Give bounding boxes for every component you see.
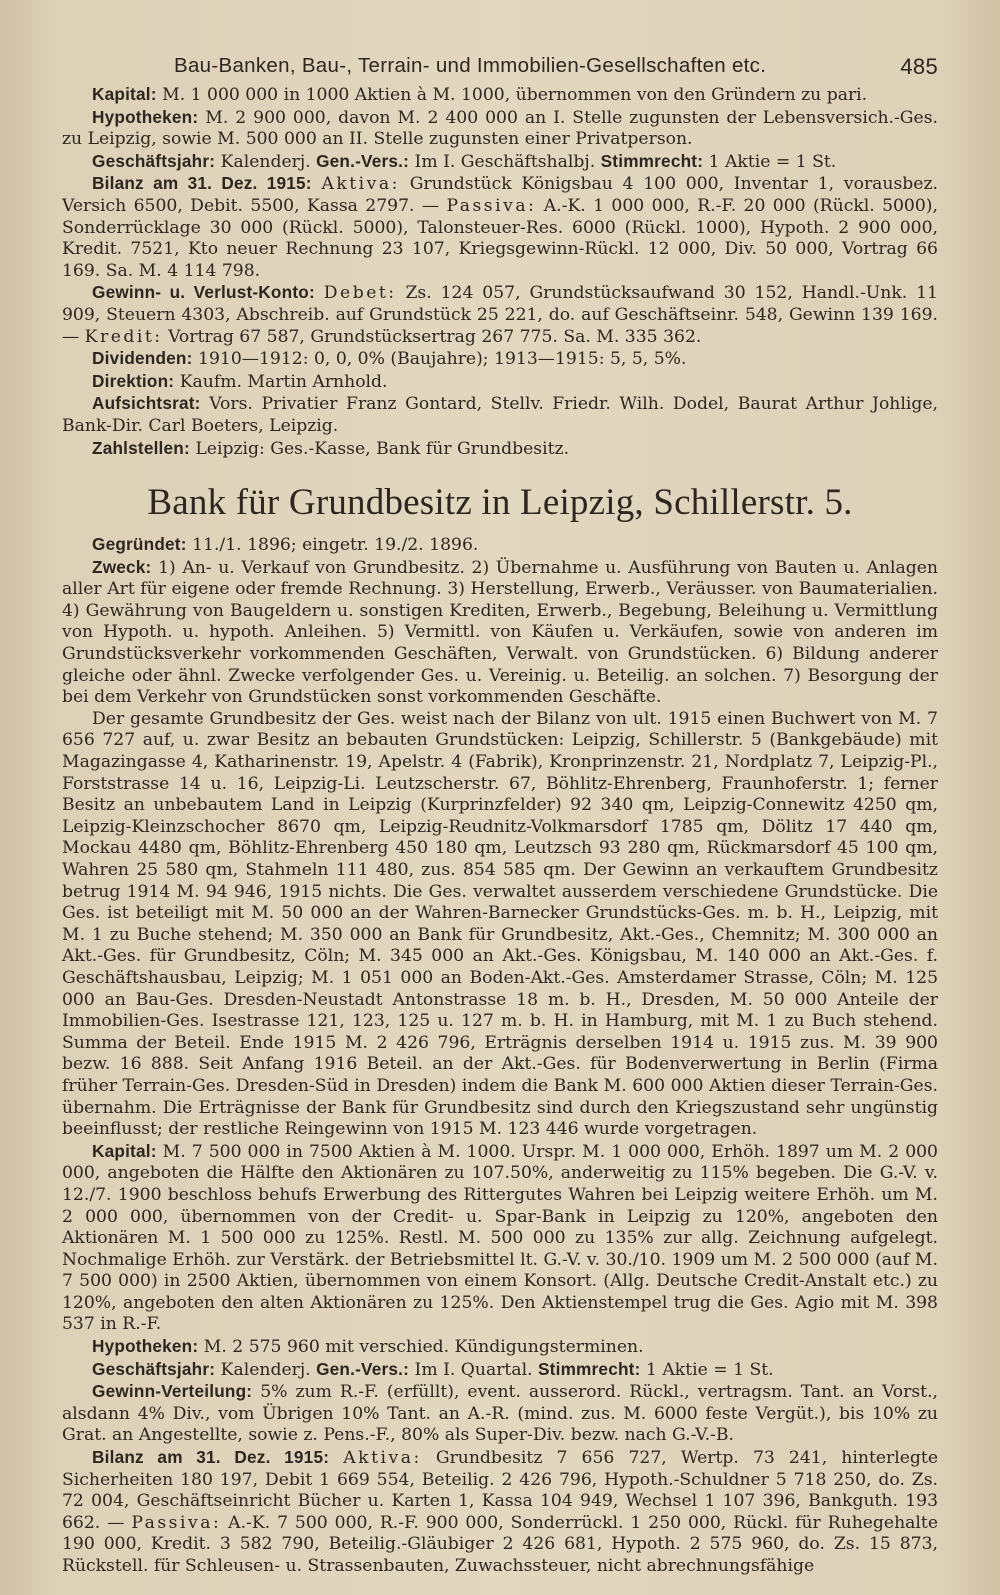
gegruendet [62,534,938,557]
kredit-text: Vortrag 67 587, Grundstücksertrag 267 775. Sa. M. 335 362. [168,326,702,347]
passiva-text: A.-K. 7 500 000, R.-F. 900 000, Sonderrückl. 1 250 000, Rückl. für Ruhegehalte 190 000, Kredit. 3 582 790, Beteilig.-Gläubiger 2 426 681, Hypoth. 2 575 960, do. Zs. 15 873, Rückstell. für Schleusen- u. Strassenbauten, Zuwachssteuer, nicht abrechnungsfähige [62,1512,938,1576]
label: Geschäftsjahr: [92,150,216,171]
text: M. 1 000 000 in 1000 Aktien à M. 1000, übernommen von den Gründern zu pari. [162,85,868,105]
gewinn-verteilung [62,1381,938,1447]
running-head: Bau-Banken, Bau-, Terrain- und Immobilien-Gesellschaften etc. [174,54,767,77]
text: 1) An- u. Verkauf von Grundbesitz. 2) Übernahme u. Ausführung von Bauten u. Anlagen aller Art für eigene oder fremde Rechnung. 3) Herstellung, Erwerb., Veräusser. von Baumaterialien. 4) Gewährung von Baugeldern u. sonstigen Krediten, Erwerb., Begebung, Beleihung u. Vermittlung von Hypoth. u. hypoth. Anleihen. 5) Vermittl. von Käufen u. Verkäufen, sowie von anderen im Grundstücksverkehr vorkommenden Geschäften, Verwalt. von Grundstücken. 6) Bildung anderer gleiche oder ähnl. Zwecke verfolgender Ges. u. Vereinig. u. Beteilig. an solchen. 7) Besorgung der bei dem Verkehr von Grundstücken sonst vorkommenden Geschäfte. [62,557,938,708]
label: Zahlstellen: [92,437,190,458]
zweck [62,557,938,709]
page-header [62,44,938,84]
text: Leipzig: Ges.-Kasse, Bank für Grundbesitz. [195,438,570,459]
text: Im I. Geschäftshalbj. [414,151,596,172]
label: Gewinn-Verteilung: [92,1381,253,1402]
label: Stimmrecht: [538,1358,641,1379]
text: 1 Aktie = 1 St. [645,1359,774,1380]
prev-kapital [62,84,938,107]
aktiva-text: Grundstück Königsbau 4 100 000, Inventar 1, vorausbez. Versich 6500, Debit. 5500, Kassa 2797. — [62,174,938,216]
label: Gen.-Vers.: [316,1358,410,1379]
geschaeftsjahr [62,1359,938,1382]
page-number: 485 [900,54,938,79]
label: Gen.-Vers.: [316,150,410,171]
text: Kalenderj. [220,151,311,172]
aktiva-text: Grundbesitz 7 656 727, Wertp. 73 241, hinterlegte Sicherheiten 180 197, Debit 1 669 554, Beteilig. 2 426 796, Hypoth.-Schuldner 5 718 250, do. Zs. 72 004, Geschäftseinricht Bücher u. Karten 1, Kassa 104 949, Wechsel 1 107 396, Bankguth. 193 662. — [62,1448,938,1533]
kredit-label: Kredit: [84,326,163,347]
text: 11./1. 1896; eingetr. 19./2. 1896. [192,535,479,556]
text: Im I. Quartal. [414,1359,533,1380]
passiva-label: Passiva: [131,1512,222,1533]
label: Hypotheken: [92,1336,199,1357]
prev-direktion [62,371,938,394]
text: M. 2 575 960 mit verschied. Kündigungsterminen. [203,1337,644,1358]
prev-dividenden [62,348,938,371]
label: Kapital: [92,1140,157,1161]
grundbesitz: Der gesamte Grundbesitz der Ges. weist nach der Bilanz von ult. 1915 einen Buchwert von M. 7 656 727 auf, u. zwar Besitz an bebauten Grundstücken: Leipzig, Schillerstr. 5 (Bankgebäude) mit Magazingasse 4, Katharinenstr. 19, Apelstr. 4 (Fabrik), Kronprinzenstr. 21, Nordplatz 7, Leipzig-Pl., Forststrasse 14 u. 16, Leipzig-Li. Leutzscherstr. 67, Böhlitz-Ehrenberg, Fraunhoferstr. 1; ferner Besitz an unbebautem Land in Leipzig (Kurprinzfelder) 92 340 qm, Leipzig-Connewitz 4250 qm, Leipzig-Kleinzschocher 8670 qm, Leipzig-Reudnitz-Volkmarsdorf 1785 qm, Dölitz 17 440 qm, Mockau 4480 qm, Böhlitz-Ehrenberg 450 180 qm, Leutzsch 93 280 qm, Rückmarsdorf 45 100 qm, Wahren 25 580 qm, Stahmeln 111 480, zus. 854 585 qm. Der Gewinn an verkauftem Grundbesitz betrug 1914 M. 94 946, 1915 nichts. Die Ges. verwaltet ausserdem verschiedene Grundstücke. Die Ges. ist beteiligt mit M. 50 000 an der Wahren-Barnecker Grundstücks-Ges. m. b. H., Leipzig, mit M. 1 zu Buche stehend; M. 350 000 an Bank für Grundbesitz, Akt.-Ges., Chemnitz; M. 300 000 an Akt.-Ges. für Grundbesitz, Cöln; M. 345 000 an Akt.-Ges. Königsbau, M. 140 000 an Akt.-Ges. f. Geschäftshausbau, Leipzig; M. 1 051 000 an Boden-Akt.-Ges. Amsterdamer Strasse, Cöln; M. 125 000 an Bau-Ges. Dresden-Neustadt Antonstrasse 18 m. b. H., Dresden, M. 50 000 Anteile der Immobilien-Ges. Isestrasse 121, 123, 125 u. 127 m. b. H. in Hamburg, mit M. 1 zu Buch stehend. Summa der Beteil. Ende 1915 M. 2 426 796, Erträgnis derselben 1914 u. 1915 zus. M. 39 900 bezw. 16 888. Seit Anfang 1916 Beteil. an der Akt.-Ges. für Bodenverwertung in Berlin (Firma früher Terrain-Ges. Dresden-Süd in Dresden) indem die Bank M. 600 000 Aktien dieser Terrain-Ges. übernahm. Die Erträgnisse der Bank für Grundbesitz sind durch den Kriegszustand sehr ungünstig beeinflusst; der restliche Reingewinn von 1915 M. 123 446 wurde vorgetragen. [62,708,938,1140]
label: Zweck: [92,556,152,577]
prev-geschaeftsjahr [62,151,938,174]
label: Aufsichtsrat: [92,393,201,414]
hypotheken [62,1336,938,1359]
text: Vors. Privatier Franz Gontard, Stellv. Friedr. Wilh. Dodel, Baurat Arthur Johlige, Bank-Dir. Carl Boeters, Leipzig. [62,394,938,436]
label: Kapital: [92,84,157,104]
label: Direktion: [92,370,175,391]
text: 1 Aktie = 1 St. [708,151,837,172]
text: 1910—1912: 0, 0, 0% (Baujahre); 1913—1915: 5, 5, 5%. [198,349,687,370]
section-title: Bank für Grundbesitz in Leipzig, Schillerstr. 5. [147,482,853,524]
debet-text: Zs. 124 057, Grundstücksaufwand 30 152, Handl.-Unk. 11 909, Steuern 4303, Abschreib. auf Grundstück 25 221, do. auf Geschäftseinr. 548, Gewinn 139 169. — [62,283,938,347]
passiva-text: A.-K. 1 000 000, R.-F. 20 000 (Rückl. 5000), Sonderrücklage 30 000 (Rückl. 5000), Talonsteuer-Res. 6000 (Rückl. 1000), Hypoth. 2 900 000, Kredit. 7521, Kto neuer Rechnung 23 107, Kriegsgewinn-Rückl. 12 000, Div. 50 000, Vortrag 66 169. Sa. M. 4 114 798. [62,195,938,281]
prev-hypotheken [62,107,938,151]
text: Kalenderj. [220,1359,311,1380]
text: M. 7 500 000 in 7500 Aktien à M. 1000. Urspr. M. 1 000 000, Erhöh. 1897 um M. 2 000 000, angeboten die Hälfte den Aktionären zu 107.50%, anderweitig zu 115% begeben. Die G.-V. v. 12./7. 1900 beschloss behufs Erwerbung des Rittergutes Wahren bei Leipzig weitere Erhöh. um M. 2 000 000, übernommen von der Credit- u. Spar-Bank in Leipzig zu 120%, angeboten den Aktionären M. 1 500 000 zu 125%. Restl. M. 500 000 zu 135% zur allg. Zeichnung aufgelegt. Nochmalige Erhöh. zur Verstärk. der Betriebsmittel lt. G.-V. v. 30./10. 1909 um M. 2 500 000 (auf M. 7 500 000) in 2500 Aktien, übernommen von einem Konsort. (Allg. Deutsche Credit-Anstalt etc.) zu 120%, angeboten den alten Aktionären zu 125%. Den Aktienstempel trug die Ges. Agio mit M. 398 537 in R.-F. [62,1141,938,1335]
page-body [62,84,938,1578]
prev-aufsichtsrat [62,393,938,437]
label: Geschäftsjahr: [92,1358,216,1379]
prev-gewinn-verlust [62,282,938,348]
debet-label: Debet: [323,283,397,304]
label: Stimmrecht: [600,150,704,171]
label: Bilanz am 31. Dez. 1915: [92,1447,330,1468]
bilanz [62,1447,938,1578]
passiva-label: Passiva: [446,195,537,216]
text: M. 2 900 000, davon M. 2 400 000 an I. Stelle zugunsten der Lebensversich.-Ges. zu Leipzig, sowie M. 500 000 an II. Stelle zugunsten einer Privatperson. [62,107,938,150]
aktiva-label: Aktiva: [343,1448,422,1469]
label: Hypotheken: [92,106,199,127]
label: Gewinn- u. Verlust-Konto: [92,282,315,303]
prev-bilanz [62,173,938,282]
prev-zahlstellen [62,438,938,461]
label: Gegründet: [92,534,187,555]
text: Kaufm. Martin Arnhold. [179,371,388,392]
label: Bilanz am 31. Dez. 1915: [92,173,312,194]
label: Dividenden: [92,348,193,369]
kapital [62,1141,938,1336]
aktiva-label: Aktiva: [321,174,400,195]
text: 5% zum R.-F. (erfüllt), event. ausserord. Rückl., vertragsm. Tant. an Vorst., alsdann 4% Div., vom Übrigen 10% Tant. an A.-R. (mind. zus. M. 6000 feste Vergüt.), bis 10% zu Grat. an Angestellte, sowie z. Pens.-F., 80% als Super-Div. bezw. nach G.-V.-B. [62,1382,938,1446]
